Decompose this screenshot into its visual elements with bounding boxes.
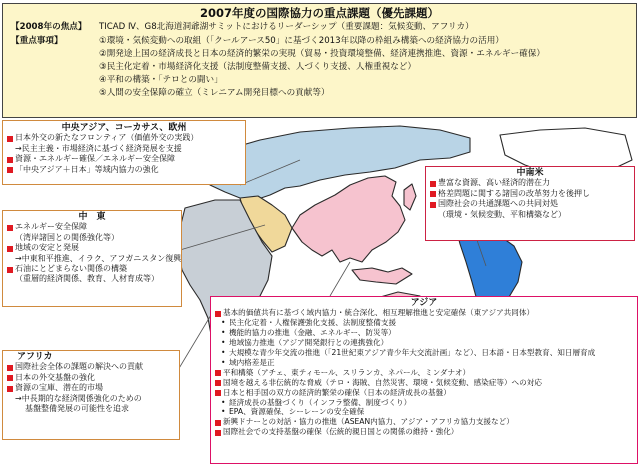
list-item: 石油にとどまらない関係の構築 — [3, 264, 181, 274]
priority-line — [3, 35, 636, 48]
list-subitem: • 地域協力推進（アジア開発銀行との連携強化） — [211, 338, 637, 348]
list-item: 資源・エネルギー確保／エネルギー安全保障 — [3, 154, 245, 164]
list-subitem: （重層的経済関係、教育、人材育成等） — [15, 274, 159, 284]
africa-box — [2, 350, 180, 440]
middle-east-box — [2, 210, 182, 307]
list-item: 日本と相手国の双方の経済的繁栄の確保（日本の経済成長の基盤） — [211, 388, 637, 398]
list-subitem: →中東和平推進、イラク、アフガニスタン復興 — [15, 253, 182, 263]
list-item: 資源の宝庫、潜在的市場 — [3, 383, 179, 393]
list-item: 新興ドナーとの対話・協力の推進（ASEAN内協力、アジア・アフリカ協力支援など） — [211, 417, 637, 427]
focus-label: 【2008年の焦点】 — [11, 22, 87, 33]
list-subitem: • 民主化定着・人権保護強化支援、法制度整備支援 — [211, 318, 637, 328]
priority-item: ③民主化定着・市場経済化支援（法制度整備支援、人づくり支援、人権重視など） — [99, 62, 417, 73]
list-item: 国境を越える非伝統的な脅威（テロ・海賊、自然災害、環境・気候変動、感染症等）への対応 — [211, 378, 637, 388]
middle-east-title: 中 東 — [78, 212, 106, 222]
asia-title: アジア — [410, 298, 438, 308]
priority-line — [3, 74, 636, 87]
priority-line — [3, 87, 636, 100]
list-subitem: • 機能的協力の推進（金融、エネルギー、防災等） — [211, 328, 637, 338]
list-subitem: • 経済成長の基盤づくり（インフラ整備、制度づくり） — [211, 398, 637, 408]
priority-line — [3, 61, 636, 74]
list-item: 格差問題に関する諸国の改革努力を後押し — [426, 189, 634, 199]
list-subitem: 基盤整備発展の可能性を追求 — [25, 404, 129, 414]
list-subitem: • 域内格差是正 — [211, 358, 637, 368]
list-item: 平和構築（アチェ、東ティモール、スリランカ、ネパール、ミンダナオ） — [211, 368, 637, 378]
list-item: 基本的価値共有に基づく域内協力・統合深化、相互理解推進と安定確保（東アジア共同体） — [211, 308, 637, 318]
central-asia-europe-title: 中央アジア、コーカサス、欧州 — [61, 123, 187, 133]
list-item: 国際社会での支持基盤の確保（伝統的親日国との関係の維持・強化） — [211, 427, 637, 437]
priority-line — [3, 48, 636, 61]
list-subitem: • EPA、資源確保、シーレーンの安全確保 — [211, 407, 637, 417]
list-item: 国際社会の共通課題への共同対処 — [426, 199, 634, 209]
priority-item: ②開発途上国の経済成長と日本の経済的繁栄の実現（貿易・投資環境整備、経済連携推進、資源・エネルギー確保） — [99, 48, 545, 59]
list-item: 地域の安定と発展 — [3, 243, 181, 253]
list-item: 日本の外交基盤の強化 — [3, 373, 179, 383]
list-item: エネルギー安全保障 — [3, 222, 181, 232]
list-subitem: →中長期的な経済関係強化のための — [15, 393, 142, 403]
africa-title: アフリカ — [17, 352, 53, 362]
priority-item: ①環境・気候変動への取組（「クールアース50」に基づく2013年以降の枠組み構築への経済協力の活用） — [99, 35, 504, 46]
list-subitem: • 大規模な青少年交流の推進（「21世紀東アジア青少年大交流計画」など）、日本語・日本型教育、知日層育成 — [211, 348, 637, 358]
focus-text: TICAD Ⅳ、G8北海道洞爺湖サミットにおけるリーダーシップ（重要課題：気候変動、アフリカ） — [99, 22, 474, 33]
list-item: 日本外交の新たなフロンティア（価値外交の実践） — [3, 133, 245, 143]
page-title: 2007年度の国際協力の重点課題（優先課題） — [199, 6, 439, 20]
list-item: 「中央アジア＋日本」等域内協力の強化 — [3, 165, 245, 175]
priority-item: ④平和の構築・「テロとの闘い」 — [99, 75, 223, 86]
central-asia-europe-box — [2, 120, 246, 185]
list-subitem: （環境・気候変動、平和構築など） — [438, 209, 566, 219]
list-subitem: →民主主義・市場経済に基づく経済発展を支援 — [15, 143, 182, 153]
list-subitem: （湾岸諸国との関係強化等） — [15, 232, 119, 242]
latin-america-box — [425, 166, 635, 241]
list-item: 国際社会全体の課題の解決への貢献 — [3, 362, 179, 372]
priority-item: ⑤人間の安全保障の確立（ミレニアム開発目標への貢献等） — [99, 88, 330, 99]
priorities-header-panel — [2, 3, 637, 118]
focus-line — [3, 21, 636, 34]
list-item: 豊富な資源、高い経済的潜在力 — [426, 178, 634, 188]
asia-box — [210, 296, 638, 464]
latin-america-title: 中南米 — [516, 168, 544, 178]
priority-label: 【重点事項】 — [11, 35, 63, 46]
